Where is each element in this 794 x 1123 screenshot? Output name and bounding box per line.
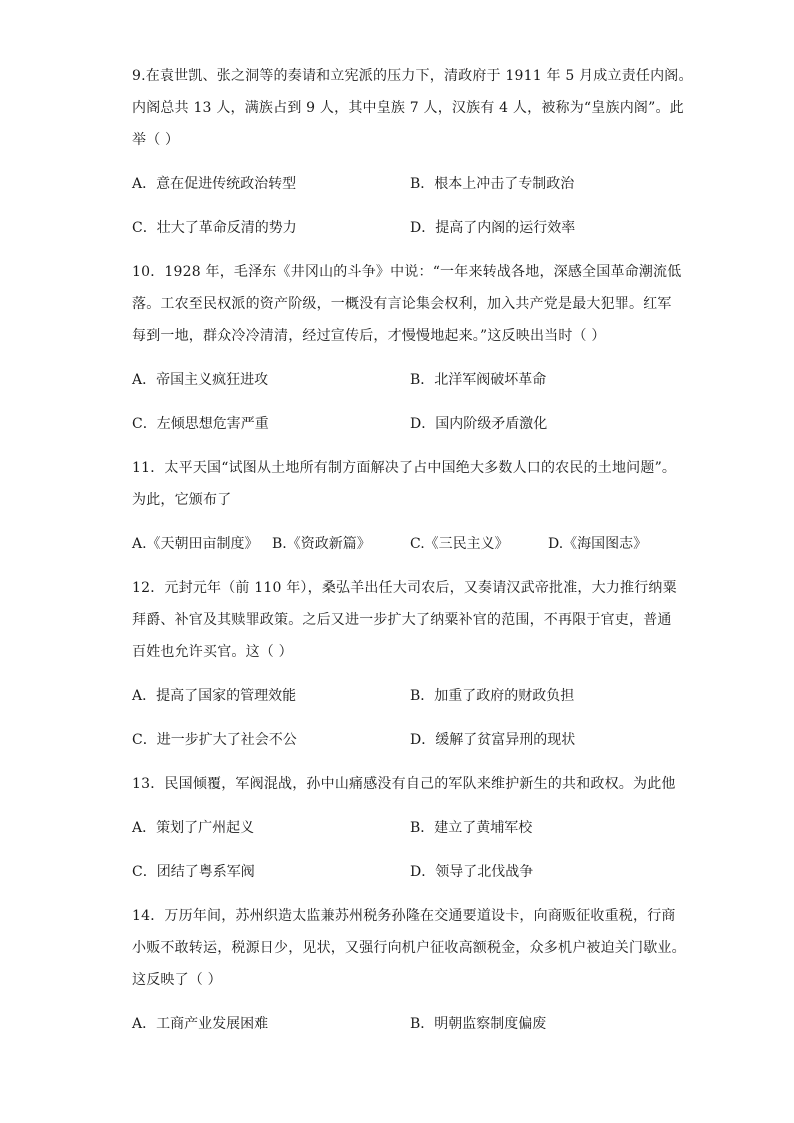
option-a[interactable]: A．帝国主义疯狂进攻 — [132, 372, 269, 388]
option-a[interactable]: A．意在促进传统政治转型 — [132, 176, 297, 192]
option-c[interactable]: C．团结了粤系军阀 — [132, 864, 255, 880]
question-stem-line: 小贩不敢转运，税源日少，见状，又强行向机户征收高额税金，众多机户被迫关门歇业。 — [132, 940, 686, 956]
option-a[interactable]: A．工商产业发展困难 — [132, 1016, 269, 1032]
option-d[interactable]: D．提高了内阁的运行效率 — [410, 220, 576, 236]
question-stem-line: 12．元封元年（前 110 年），桑弘羊出任大司农后，又奏请汉武帝批准，大力推行纳粟 — [132, 580, 677, 596]
question-stem-line: 举（ ） — [132, 132, 180, 148]
question-stem-line: 为此，它颁布了 — [132, 492, 232, 508]
option-b[interactable]: B．加重了政府的财政负担 — [410, 688, 575, 704]
question-stem-line: 落。工农至民权派的资产阶级，一概没有言论集会权利，加入共产党是最大犯罪。红军 — [132, 296, 672, 312]
option-b[interactable]: B.《资政新篇》 — [272, 536, 371, 552]
question-stem-line: 拜爵、补官及其赎罪政策。之后又进一步扩大了纳粟补官的范围，不再限于官吏，普通 — [132, 612, 672, 628]
option-c[interactable]: C．壮大了革命反清的势力 — [132, 220, 297, 236]
option-a[interactable]: A.《天朝田亩制度》 — [132, 536, 259, 552]
question-stem-line: 百姓也允许买官。这（ ） — [132, 644, 293, 660]
option-c[interactable]: C．进一步扩大了社会不公 — [132, 732, 297, 748]
option-d[interactable]: D．国内阶级矛盾激化 — [410, 416, 548, 432]
question-stem-line: 13．民国倾覆，军阀混战，孙中山痛感没有自己的军队来维护新生的共和政权。为此他 — [132, 776, 676, 792]
option-b[interactable]: B．根本上冲击了专制政治 — [410, 176, 575, 192]
option-a[interactable]: A．提高了国家的管理效能 — [132, 688, 297, 704]
question-stem-line: 10．1928 年，毛泽东《井冈山的斗争》中说：“一年来转战各地，深感全国革命潮流低 — [132, 264, 682, 280]
option-d[interactable]: D．缓解了贫富异刑的现状 — [410, 732, 576, 748]
option-b[interactable]: B．明朝监察制度偏废 — [410, 1016, 547, 1032]
option-c[interactable]: C.《三民主义》 — [410, 536, 509, 552]
question-stem-line: 每到一地，群众冷冷清清，经过宣传后，才慢慢地起来。”这反映出当时（ ） — [132, 328, 606, 344]
option-b[interactable]: B．北洋军阀破坏革命 — [410, 372, 547, 388]
question-stem-line: 11．太平天国“试图从土地所有制方面解决了占中国绝大多数人口的农民的土地问题”。 — [132, 460, 677, 476]
question-stem-line: 这反映了（ ） — [132, 972, 222, 988]
option-b[interactable]: B．建立了黄埔军校 — [410, 820, 533, 836]
option-c[interactable]: C．左倾思想危害严重 — [132, 416, 269, 432]
option-a[interactable]: A．策划了广州起义 — [132, 820, 255, 836]
option-d[interactable]: D.《海国图志》 — [548, 536, 648, 552]
option-d[interactable]: D．领导了北伐战争 — [410, 864, 534, 880]
question-stem-line: 14．万历年间，苏州织造太监兼苏州税务孙隆在交通要道设卡，向商贩征收重税，行商 — [132, 908, 676, 924]
question-stem-line: 内阁总共 13 人，满族占到 9 人，其中皇族 7 人，汉族有 4 人，被称为“皇族内阁”。此 — [132, 100, 684, 116]
question-stem-line: 9.在袁世凯、张之洞等的奏请和立宪派的压力下，清政府于 1911 年 5 月成立责任内阁。 — [132, 68, 693, 84]
